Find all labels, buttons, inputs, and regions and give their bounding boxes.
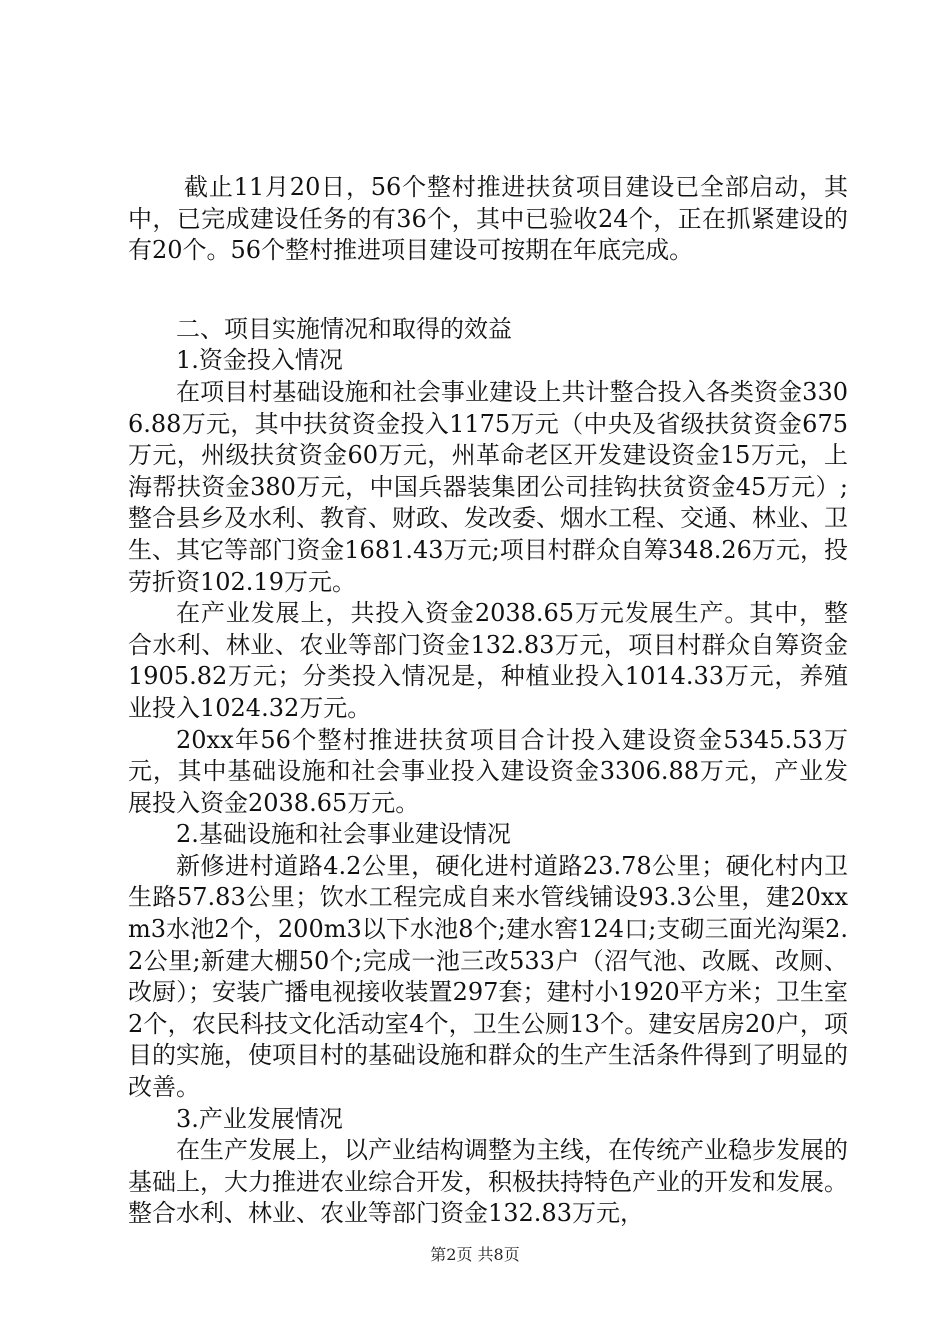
paragraph-total-investment: 20xx年56个整村推进扶贫项目合计投入建设资金5345.53万元，其中基础设施和社会事业投入建设资金3306.88万元，产业发展投入资金2038.65万元。 [128,725,848,817]
subheading-industry-development: 3.产业发展情况 [176,1104,343,1133]
paragraph-industry-details: 在生产发展上，以产业结构调整为主线，在传统产业稳步发展的基础上，大力推进农业综合开发，积极扶持特色产业的开发和发展。整合水利、林业、农业等部门资金132.83万元， [128,1136,848,1228]
paragraph-progress-summary: 截止11月20日，56个整村推进扶贫项目建设已全部启动，其中，已完成建设任务的有36个，其中已验收24个，正在抓紧建设的有20个。56个整村推进项目建设可按期在年底完成。 [128,173,848,265]
page-footer: 第2页 共8页 [430,1245,520,1264]
section-heading-implementation: 二、项目实施情况和取得的效益 [176,314,512,343]
document-body [128,172,848,1230]
subheading-fund-investment: 1.资金投入情况 [176,346,343,375]
subheading-infrastructure: 2.基础设施和社会事业建设情况 [176,820,511,849]
paragraph-infrastructure-details: 新修进村道路4.2公里，硬化进村道路23.78公里；硬化村内卫生路57.83公里；饮水工程完成自来水管线铺设93.3公里，建20xxm3水池2个，200m3以下水池8个;建水窖124口;支砌三面光沟渠2.2公里;新建大棚50个;完成一池三改533户（沼气池、改厩、改厕、改厨）；安装广播电视接收装置297套；建村小1920平方米；卫生室2个，农民科技文化活动室4个，卫生公厕13个。建安居房20户，项目的实施，使项目村的基础设施和群众的生产生活条件得到了明显的改善。 [128,851,848,1102]
paragraph-industry-funds: 在产业发展上，共投入资金2038.65万元发展生产。其中，整合水利、林业、农业等部门资金132.83万元，项目村群众自筹资金1905.82万元；分类投入情况是，种植业投入1014.33万元，养殖业投入1024.32万元。 [128,599,848,722]
paragraph-infrastructure-funds: 在项目村基础设施和社会事业建设上共计整合投入各类资金3306.88万元，其中扶贫资金投入1175万元（中央及省级扶贫资金675万元，州级扶贫资金60万元，州革命老区开发建设资金15万元，上海帮扶资金380万元，中国兵器装集团公司挂钩扶贫资金45万元）;整合县乡及水利、教育、财政、发改委、烟水工程、交通、林业、卫生、其它等部门资金1681.43万元;项目村群众自筹348.26万元，投劳折资102.19万元。 [128,377,848,596]
